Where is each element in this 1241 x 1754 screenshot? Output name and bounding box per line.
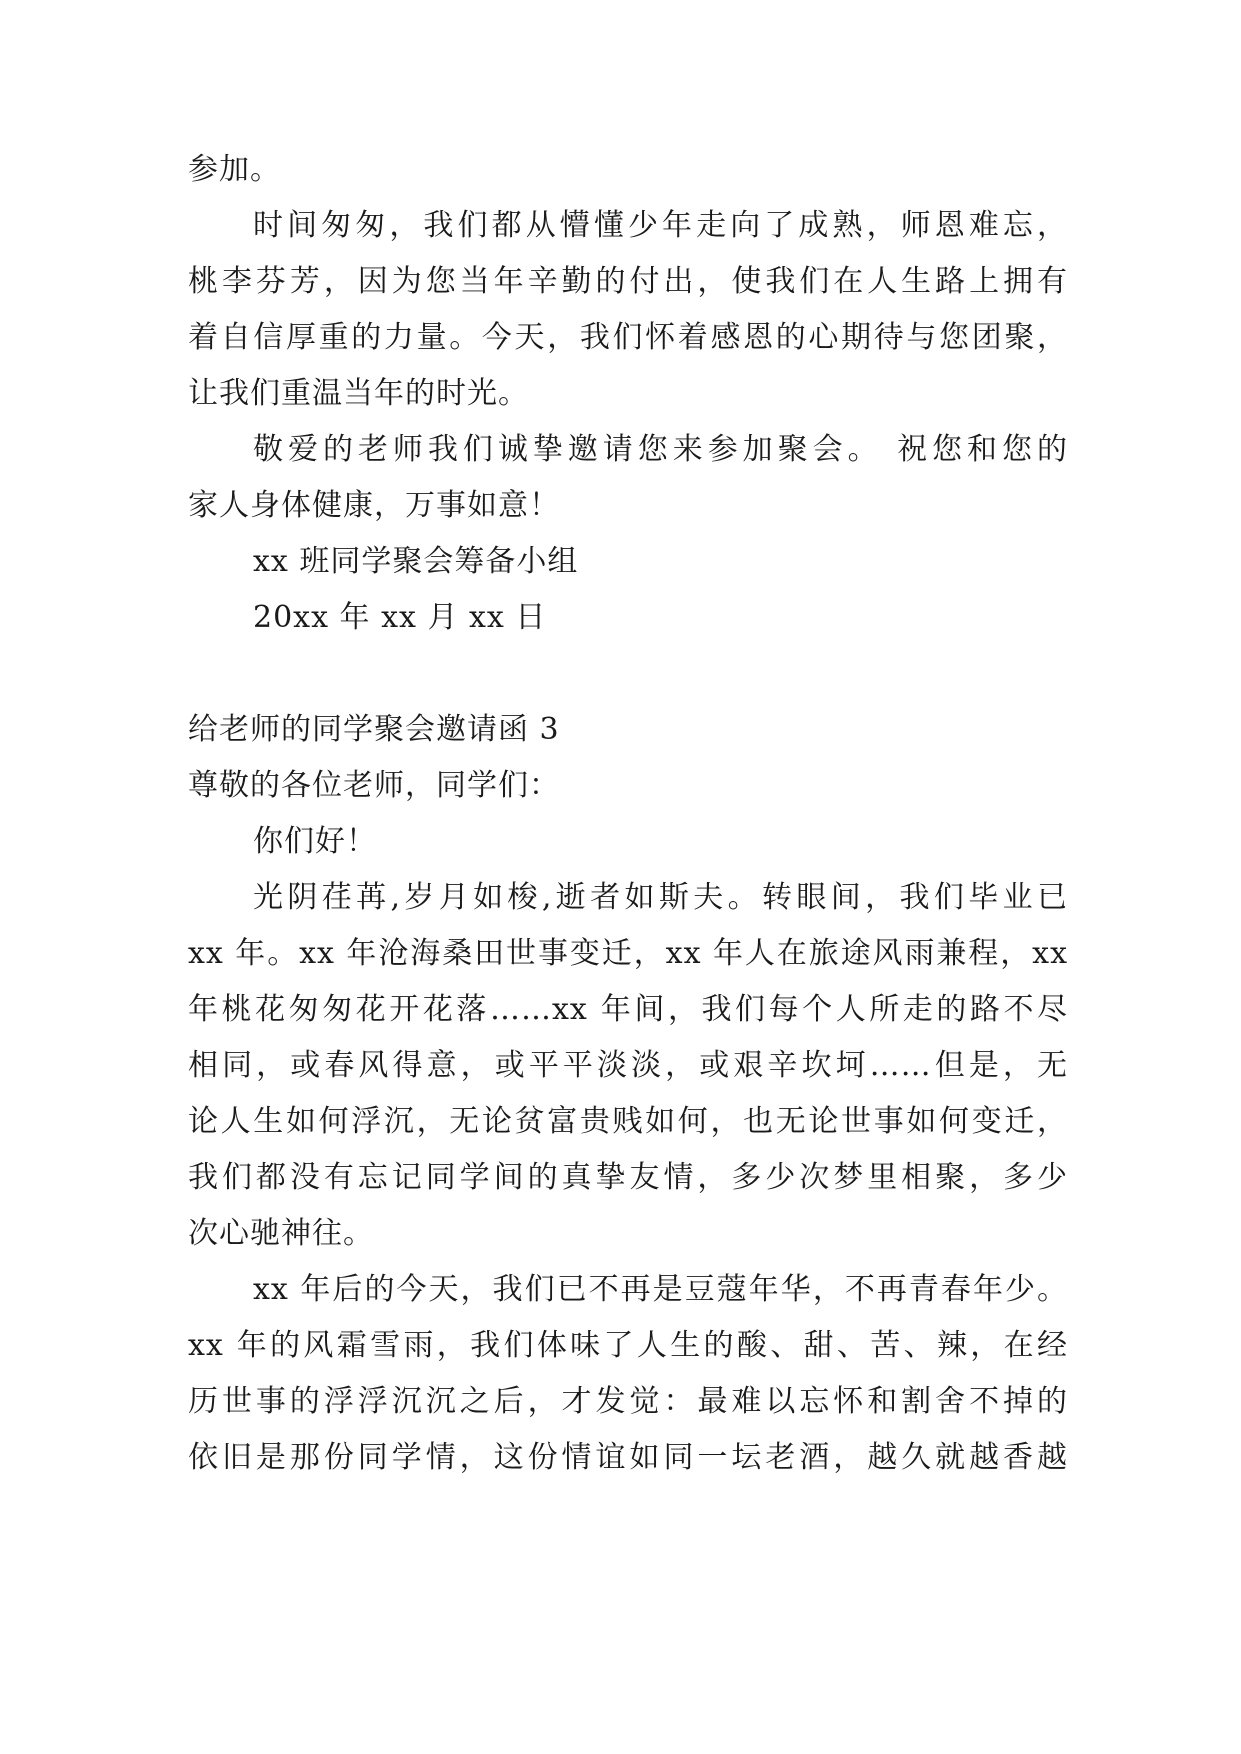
paragraph-line: 着自信厚重的力量。今天，我们怀着感恩的心期待与您团聚， (188, 320, 1068, 355)
paragraph-line: 历世事的浮浮沉沉之后，才发觉：最难以忘怀和割舍不掉的 (188, 1384, 1068, 1419)
paragraph-line: 桃李芬芳，因为您当年辛勤的付出，使我们在人生路上拥有 (188, 264, 1068, 299)
paragraph-line: 参加。 (188, 152, 281, 187)
greeting: 你们好！ (253, 824, 377, 859)
paragraph-line: 时间匆匆，我们都从懵懂少年走向了成熟，师恩难忘， (253, 208, 1068, 243)
paragraph-line: 光阴荏苒,岁月如梭,逝者如斯夫。转眼间，我们毕业已 (253, 880, 1068, 915)
paragraph-line: xx 年的风霜雪雨，我们体味了人生的酸、甜、苦、辣，在经 (188, 1328, 1068, 1363)
section-title: 给老师的同学聚会邀请函 3 (188, 712, 560, 747)
paragraph-line: 依旧是那份同学情，这份情谊如同一坛老酒，越久就越香越 (188, 1440, 1068, 1475)
paragraph-line: 我们都没有忘记同学间的真挚友情，多少次梦里相聚，多少 (188, 1160, 1068, 1195)
signature-group: xx 班同学聚会筹备小组 (253, 544, 579, 579)
paragraph-line: 相同，或春风得意，或平平淡淡，或艰辛坎坷……但是，无 (188, 1048, 1068, 1083)
paragraph-line: xx 年。xx 年沧海桑田世事变迁，xx 年人在旅途风雨兼程，xx (188, 936, 1068, 971)
salutation: 尊敬的各位老师，同学们： (188, 768, 560, 803)
paragraph-line: 家人身体健康，万事如意！ (188, 488, 560, 523)
paragraph-line: 让我们重温当年的时光。 (188, 376, 529, 411)
paragraph-line: 论人生如何浮沉，无论贫富贵贱如何，也无论世事如何变迁， (188, 1104, 1068, 1139)
paragraph-line: 敬爱的老师我们诚挚邀请您来参加聚会。 祝您和您的 (253, 432, 1068, 467)
paragraph-line: 次心驰神往。 (188, 1216, 374, 1251)
signature-date: 20xx 年 xx 月 xx 日 (253, 600, 547, 635)
paragraph-line: xx 年后的今天，我们已不再是豆蔻年华，不再青春年少。 (253, 1272, 1068, 1307)
paragraph-line: 年桃花匆匆花开花落……xx 年间，我们每个人所走的路不尽 (188, 992, 1068, 1027)
